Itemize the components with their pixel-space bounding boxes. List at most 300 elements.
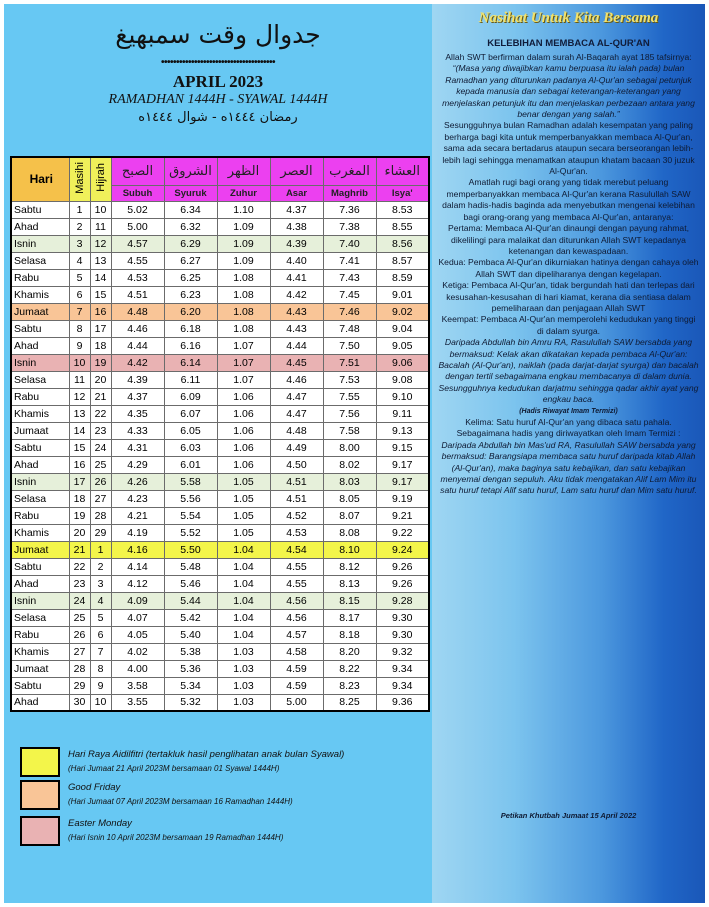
cell-syuruk: 5.48: [164, 558, 217, 575]
cell-subuh: 4.37: [111, 388, 164, 405]
header-syuruk-ar: الشروق: [164, 157, 217, 185]
cell-maghrib: 8.23: [323, 677, 376, 694]
cell-syuruk: 5.50: [164, 541, 217, 558]
cell-masihi: 27: [69, 643, 90, 660]
cell-hijrah: 21: [90, 388, 111, 405]
cell-maghrib: 7.53: [323, 371, 376, 388]
article-paragraph: Kelima: Satu huruf Al-Qur'an yang dibaca satu pahala. Sebagaimana hadis yang diriwayatkan oleh Imam Termizi :: [456, 417, 681, 439]
cell-asar: 4.56: [270, 592, 323, 609]
table-row: [11, 388, 429, 405]
cell-subuh: 4.35: [111, 405, 164, 422]
cell-syuruk: 5.58: [164, 473, 217, 490]
cell-syuruk: 6.20: [164, 303, 217, 320]
cell-isya: 9.06: [376, 354, 429, 371]
table-row: [11, 558, 429, 575]
article-paragraph: Amatlah rugi bagi orang yang tidak merebut peluang memperbanyakkan membaca Al-Qur'an kerana Rasulullah SAW dalam hadis-hadis baginda ada menyebutkan mengenai kelebihan bagi orang-orang yang membaca Al-Qur'an, antaranya:: [442, 177, 695, 222]
cell-subuh: 4.00: [111, 660, 164, 677]
cell-isya: 9.30: [376, 609, 429, 626]
cell-zuhur: 1.03: [217, 660, 270, 677]
cell-isya: 9.32: [376, 643, 429, 660]
cell-isya: 8.55: [376, 218, 429, 235]
cell-day: Jumaat: [11, 422, 69, 439]
cell-isya: 9.36: [376, 694, 429, 711]
cell-asar: 4.43: [270, 320, 323, 337]
table-row: [11, 524, 429, 541]
cell-zuhur: 1.04: [217, 592, 270, 609]
cell-syuruk: 5.56: [164, 490, 217, 507]
cell-isya: 9.34: [376, 677, 429, 694]
cell-zuhur: 1.03: [217, 643, 270, 660]
cell-maghrib: 7.48: [323, 320, 376, 337]
cell-zuhur: 1.04: [217, 541, 270, 558]
legend-swatch-yellow: [20, 747, 60, 777]
cell-zuhur: 1.09: [217, 252, 270, 269]
cell-asar: 4.44: [270, 337, 323, 354]
cell-syuruk: 6.14: [164, 354, 217, 371]
cell-zuhur: 1.05: [217, 507, 270, 524]
cell-syuruk: 6.29: [164, 235, 217, 252]
cell-isya: 9.19: [376, 490, 429, 507]
cell-maghrib: 8.05: [323, 490, 376, 507]
cell-subuh: 3.58: [111, 677, 164, 694]
cell-masihi: 5: [69, 269, 90, 286]
cell-day: Sabtu: [11, 677, 69, 694]
cell-hijrah: 17: [90, 320, 111, 337]
article-paragraph: Kedua: Pembaca Al-Qur'an dikurniakan hatinya dengan cahaya oleh Allah SWT dan dipeliharanya dengan kegelapan.: [438, 257, 699, 279]
cell-zuhur: 1.06: [217, 439, 270, 456]
cell-day: Isnin: [11, 235, 69, 252]
cell-masihi: 26: [69, 626, 90, 643]
table-row: [11, 677, 429, 694]
cell-isya: 9.13: [376, 422, 429, 439]
cell-maghrib: 8.02: [323, 456, 376, 473]
cell-day: Isnin: [11, 473, 69, 490]
cell-maghrib: 7.55: [323, 388, 376, 405]
cell-zuhur: 1.06: [217, 405, 270, 422]
cell-asar: 4.47: [270, 388, 323, 405]
hijri-range-arabic: رمضان ١٤٤٤ه - شوال ١٤٤٤ه: [138, 110, 298, 125]
table-row: [11, 286, 429, 303]
cell-masihi: 3: [69, 235, 90, 252]
cell-hijrah: 1: [90, 541, 111, 558]
cell-asar: 4.49: [270, 439, 323, 456]
table-row: [11, 405, 429, 422]
table-row: [11, 473, 429, 490]
cell-isya: 9.17: [376, 456, 429, 473]
cell-day: Rabu: [11, 626, 69, 643]
cell-masihi: 8: [69, 320, 90, 337]
cell-asar: 4.39: [270, 235, 323, 252]
table-row: [11, 201, 429, 218]
cell-hijrah: 4: [90, 592, 111, 609]
cell-zuhur: 1.06: [217, 456, 270, 473]
cell-hijrah: 20: [90, 371, 111, 388]
cell-isya: 8.53: [376, 201, 429, 218]
cell-zuhur: 1.05: [217, 473, 270, 490]
header-hijrah: Hijrah: [90, 157, 111, 201]
cell-subuh: 4.02: [111, 643, 164, 660]
cell-asar: 4.45: [270, 354, 323, 371]
header-maghrib: Maghrib: [323, 185, 376, 201]
cell-syuruk: 6.32: [164, 218, 217, 235]
table-row: [11, 235, 429, 252]
cell-isya: 9.17: [376, 473, 429, 490]
cell-hijrah: 9: [90, 677, 111, 694]
cell-subuh: 4.16: [111, 541, 164, 558]
cell-masihi: 4: [69, 252, 90, 269]
cell-hijrah: 13: [90, 252, 111, 269]
cell-masihi: 15: [69, 439, 90, 456]
cell-hijrah: 18: [90, 337, 111, 354]
header-subuh-ar: الصبح: [111, 157, 164, 185]
cell-syuruk: 6.18: [164, 320, 217, 337]
cell-asar: 4.58: [270, 643, 323, 660]
cell-day: Ahad: [11, 694, 69, 711]
cell-masihi: 22: [69, 558, 90, 575]
legend-title: Good Friday: [68, 782, 121, 793]
cell-isya: 9.26: [376, 558, 429, 575]
cell-day: Khamis: [11, 286, 69, 303]
hijri-range: RAMADHAN 1444H - SYAWAL 1444H: [108, 92, 328, 107]
cell-maghrib: 8.00: [323, 439, 376, 456]
table-row: [11, 439, 429, 456]
cell-hijrah: 3: [90, 575, 111, 592]
cell-hijrah: 15: [90, 286, 111, 303]
table-row: [11, 371, 429, 388]
cell-day: Khamis: [11, 643, 69, 660]
cell-asar: 4.51: [270, 490, 323, 507]
article-title: KELEBIHAN MEMBACA AL-QUR'AN: [487, 38, 650, 49]
cell-hijrah: 25: [90, 456, 111, 473]
cell-isya: 9.21: [376, 507, 429, 524]
decorative-dots: ••••••••••••••••••••••••••••••••••••••: [160, 57, 276, 68]
cell-subuh: 4.31: [111, 439, 164, 456]
cell-subuh: 4.53: [111, 269, 164, 286]
cell-syuruk: 6.16: [164, 337, 217, 354]
cell-syuruk: 6.05: [164, 422, 217, 439]
cell-asar: 4.37: [270, 201, 323, 218]
cell-hijrah: 28: [90, 507, 111, 524]
cell-isya: 9.22: [376, 524, 429, 541]
cell-isya: 9.15: [376, 439, 429, 456]
cell-hijrah: 23: [90, 422, 111, 439]
cell-day: Jumaat: [11, 541, 69, 558]
cell-isya: 9.30: [376, 626, 429, 643]
cell-maghrib: 8.10: [323, 541, 376, 558]
cell-subuh: 4.42: [111, 354, 164, 371]
cell-isya: 9.08: [376, 371, 429, 388]
cell-zuhur: 1.05: [217, 490, 270, 507]
cell-syuruk: 5.42: [164, 609, 217, 626]
cell-subuh: 4.33: [111, 422, 164, 439]
cell-subuh: 4.44: [111, 337, 164, 354]
cell-subuh: 4.23: [111, 490, 164, 507]
cell-hijrah: 24: [90, 439, 111, 456]
cell-masihi: 29: [69, 677, 90, 694]
cell-day: Khamis: [11, 524, 69, 541]
article-panel: [432, 4, 705, 903]
cell-maghrib: 8.13: [323, 575, 376, 592]
cell-subuh: 4.09: [111, 592, 164, 609]
cell-hijrah: 10: [90, 694, 111, 711]
cell-zuhur: 1.07: [217, 337, 270, 354]
article-hadith: Daripada Abdullah bin Amru RA, Rasulullah SAW bersabda yang bermaksud: Kelak akan dikatakan kepada pembaca Al-Qur'an: Bacalah (Al-Qur'an), naiklah (pada darjat-darjat syurga) dan bacalah dengan tertil sebagaimana engkau membacanya di dalam dunia. Sesungguhnya kedudukan darjatmu sehingga qadar akhir ayat yang engkau baca.: [438, 337, 699, 405]
cell-maghrib: 8.12: [323, 558, 376, 575]
cell-syuruk: 6.07: [164, 405, 217, 422]
cell-maghrib: 8.08: [323, 524, 376, 541]
cell-subuh: 5.02: [111, 201, 164, 218]
cell-zuhur: 1.04: [217, 575, 270, 592]
cell-syuruk: 6.34: [164, 201, 217, 218]
cell-zuhur: 1.08: [217, 303, 270, 320]
cell-hijrah: 29: [90, 524, 111, 541]
cell-maghrib: 8.17: [323, 609, 376, 626]
cell-syuruk: 6.25: [164, 269, 217, 286]
article-paragraph: Keempat: Pembaca Al-Qur'an memperolehi kedudukan yang tinggi di dalam syurga.: [441, 314, 696, 336]
arabic-title: جدوال وقت سمبهيغ: [115, 20, 321, 49]
cell-syuruk: 5.36: [164, 660, 217, 677]
article-banner: Nasihat Untuk Kita Bersama: [478, 10, 659, 26]
cell-subuh: 4.29: [111, 456, 164, 473]
cell-syuruk: 5.40: [164, 626, 217, 643]
table-row: [11, 252, 429, 269]
cell-isya: 9.26: [376, 575, 429, 592]
header-isya-ar: العشاء: [376, 157, 429, 185]
cell-day: Ahad: [11, 575, 69, 592]
cell-zuhur: 1.07: [217, 354, 270, 371]
cell-masihi: 9: [69, 337, 90, 354]
cell-maghrib: 7.56: [323, 405, 376, 422]
cell-asar: 4.53: [270, 524, 323, 541]
cell-subuh: 4.39: [111, 371, 164, 388]
table-row: [11, 643, 429, 660]
cell-asar: 4.48: [270, 422, 323, 439]
cell-asar: 4.46: [270, 371, 323, 388]
header-zuhur: Zuhur: [217, 185, 270, 201]
cell-day: Sabtu: [11, 320, 69, 337]
article-quote: “(Masa yang diwajibkan kamu berpuasa itu ialah pada) bulan Ramadhan yang diturunkan padanya Al-Qur'an sebagai petunjuk kepada manusia dan sebagai keterangan-keterangan yang menjelaskan petunjuk itu dan menjelaskan perbezaan antara yang benar dengan yang salah.”: [442, 63, 695, 120]
cell-maghrib: 7.45: [323, 286, 376, 303]
cell-zuhur: 1.04: [217, 626, 270, 643]
table-row: [11, 626, 429, 643]
article-paragraph: Allah SWT berfirman dalam surah Al-Baqarah ayat 185 tafsirnya:: [445, 52, 692, 62]
timetable-panel: [4, 4, 432, 903]
cell-hijrah: 27: [90, 490, 111, 507]
header-subuh: Subuh: [111, 185, 164, 201]
cell-masihi: 6: [69, 286, 90, 303]
cell-isya: 9.10: [376, 388, 429, 405]
cell-subuh: 3.55: [111, 694, 164, 711]
table-row: [11, 354, 429, 371]
cell-maghrib: 8.07: [323, 507, 376, 524]
cell-zuhur: 1.09: [217, 235, 270, 252]
cell-syuruk: 5.44: [164, 592, 217, 609]
cell-zuhur: 1.04: [217, 609, 270, 626]
cell-isya: 9.04: [376, 320, 429, 337]
legend-subtitle: (Hari Isnin 10 April 2023M bersamaan 19 Ramadhan 1444H): [68, 833, 284, 842]
cell-hijrah: 5: [90, 609, 111, 626]
header-masihi: Masihi: [69, 157, 90, 201]
cell-maghrib: 7.51: [323, 354, 376, 371]
cell-maghrib: 7.58: [323, 422, 376, 439]
cell-asar: 4.41: [270, 269, 323, 286]
cell-maghrib: 7.43: [323, 269, 376, 286]
cell-maghrib: 8.18: [323, 626, 376, 643]
cell-subuh: 4.19: [111, 524, 164, 541]
cell-masihi: 17: [69, 473, 90, 490]
cell-zuhur: 1.10: [217, 201, 270, 218]
month-title: APRIL 2023: [172, 72, 264, 91]
cell-maghrib: 8.25: [323, 694, 376, 711]
cell-hijrah: 8: [90, 660, 111, 677]
cell-zuhur: 1.06: [217, 388, 270, 405]
cell-zuhur: 1.04: [217, 558, 270, 575]
cell-day: Rabu: [11, 269, 69, 286]
cell-subuh: 4.12: [111, 575, 164, 592]
table-row: [11, 269, 429, 286]
cell-syuruk: 6.03: [164, 439, 217, 456]
cell-hijrah: 2: [90, 558, 111, 575]
cell-subuh: 4.21: [111, 507, 164, 524]
cell-isya: 9.02: [376, 303, 429, 320]
cell-masihi: 20: [69, 524, 90, 541]
cell-day: Khamis: [11, 405, 69, 422]
table-row: [11, 507, 429, 524]
cell-day: Rabu: [11, 507, 69, 524]
cell-syuruk: 5.52: [164, 524, 217, 541]
legend-title: Easter Monday: [68, 818, 132, 829]
cell-syuruk: 5.54: [164, 507, 217, 524]
header-asar-ar: العصر: [270, 157, 323, 185]
legend-swatch-orange: [20, 780, 60, 810]
cell-maghrib: 7.40: [323, 235, 376, 252]
cell-subuh: 4.48: [111, 303, 164, 320]
cell-maghrib: 8.22: [323, 660, 376, 677]
prayer-times-table: [10, 156, 430, 712]
article-body: [438, 52, 699, 497]
cell-masihi: 19: [69, 507, 90, 524]
cell-hijrah: 11: [90, 218, 111, 235]
cell-maghrib: 7.38: [323, 218, 376, 235]
article-source: Petikan Khutbah Jumaat 15 April 2022: [500, 811, 637, 820]
cell-asar: 4.55: [270, 558, 323, 575]
cell-isya: 9.28: [376, 592, 429, 609]
cell-asar: 5.00: [270, 694, 323, 711]
cell-maghrib: 7.41: [323, 252, 376, 269]
cell-masihi: 28: [69, 660, 90, 677]
cell-asar: 4.51: [270, 473, 323, 490]
cell-masihi: 7: [69, 303, 90, 320]
cell-maghrib: 7.50: [323, 337, 376, 354]
header-syuruk: Syuruk: [164, 185, 217, 201]
cell-syuruk: 5.32: [164, 694, 217, 711]
cell-maghrib: 8.03: [323, 473, 376, 490]
cell-day: Selasa: [11, 371, 69, 388]
cell-day: Isnin: [11, 592, 69, 609]
cell-masihi: 23: [69, 575, 90, 592]
cell-day: Rabu: [11, 388, 69, 405]
cell-masihi: 21: [69, 541, 90, 558]
cell-zuhur: 1.08: [217, 269, 270, 286]
cell-hijrah: 10: [90, 201, 111, 218]
cell-asar: 4.42: [270, 286, 323, 303]
cell-asar: 4.47: [270, 405, 323, 422]
cell-day: Ahad: [11, 218, 69, 235]
cell-subuh: 4.55: [111, 252, 164, 269]
cell-masihi: 1: [69, 201, 90, 218]
cell-zuhur: 1.05: [217, 524, 270, 541]
article-paragraph: Sesungguhnya bulan Ramadhan adalah kesempatan yang paling berharga bagi kita untuk memperbanyakkan membaca Al-Qur'an, sama ada secara bertadarus ataupun secara berseorangan lebih-lebih lagi sehingga menamatkan ataupun khatam bacaan 30 juzuk Al-Qur'an.: [442, 120, 695, 177]
table-row: [11, 609, 429, 626]
cell-asar: 4.50: [270, 456, 323, 473]
table-row: [11, 575, 429, 592]
cell-masihi: 25: [69, 609, 90, 626]
cell-day: Isnin: [11, 354, 69, 371]
cell-hijrah: 14: [90, 269, 111, 286]
header-hari: Hari: [11, 157, 69, 201]
cell-subuh: 4.46: [111, 320, 164, 337]
cell-syuruk: 6.27: [164, 252, 217, 269]
cell-masihi: 24: [69, 592, 90, 609]
article-paragraph: Pertama: Membaca Al-Qur'an dinaungi dengan payung rahmat, dikelilingi para malaikat dan diturunkan Allah SWT kepadanya ketenangan dan kewaspadaan.: [448, 223, 689, 256]
cell-isya: 8.56: [376, 235, 429, 252]
cell-asar: 4.43: [270, 303, 323, 320]
cell-asar: 4.54: [270, 541, 323, 558]
table-row: [11, 660, 429, 677]
cell-subuh: 4.05: [111, 626, 164, 643]
cell-day: Ahad: [11, 456, 69, 473]
header-isya: Isya': [376, 185, 429, 201]
cell-asar: 4.38: [270, 218, 323, 235]
cell-asar: 4.55: [270, 575, 323, 592]
cell-syuruk: 5.34: [164, 677, 217, 694]
cell-day: Jumaat: [11, 660, 69, 677]
cell-asar: 4.57: [270, 626, 323, 643]
cell-isya: 9.24: [376, 541, 429, 558]
table-row: [11, 337, 429, 354]
cell-asar: 4.40: [270, 252, 323, 269]
cell-day: Sabtu: [11, 201, 69, 218]
article-paragraph: Ketiga: Pembaca Al-Qur'an, tidak bergundah hati dan terlepas dari kesusahan-kesusahan di hari kiamat, kerana dia sentiasa dalam pemeliharaan dan penjagaan Allah SWT: [442, 280, 695, 313]
cell-syuruk: 5.38: [164, 643, 217, 660]
cell-maghrib: 7.46: [323, 303, 376, 320]
cell-zuhur: 1.03: [217, 677, 270, 694]
cell-masihi: 30: [69, 694, 90, 711]
cell-zuhur: 1.06: [217, 422, 270, 439]
cell-syuruk: 5.46: [164, 575, 217, 592]
cell-masihi: 10: [69, 354, 90, 371]
article-hadith: Daripada Abdullah bin Mas'ud RA, Rasulullah SAW bersabda yang bermaksud: Barangsiapa membaca satu huruf daripada kitab Allah (Al-Qur'an), maka baginya satu kebajikan, dan satu kebajikan menyemai dengan sepuluh. Aku tidak mengatakan Alif Lam Mim itu satu huruf tetapi Alif satu huruf, Lam satu huruf dan Mim satu huruf.: [440, 439, 697, 496]
cell-masihi: 12: [69, 388, 90, 405]
cell-day: Selasa: [11, 609, 69, 626]
header-maghrib-ar: المغرب: [323, 157, 376, 185]
cell-masihi: 2: [69, 218, 90, 235]
cell-zuhur: 1.08: [217, 286, 270, 303]
cell-syuruk: 6.11: [164, 371, 217, 388]
cell-asar: 4.59: [270, 660, 323, 677]
cell-day: Sabtu: [11, 439, 69, 456]
cell-subuh: 4.07: [111, 609, 164, 626]
cell-isya: 9.11: [376, 405, 429, 422]
cell-hijrah: 7: [90, 643, 111, 660]
cell-hijrah: 6: [90, 626, 111, 643]
table-row: [11, 694, 429, 711]
table-row: [11, 456, 429, 473]
cell-isya: 9.01: [376, 286, 429, 303]
cell-syuruk: 6.01: [164, 456, 217, 473]
cell-syuruk: 6.23: [164, 286, 217, 303]
cell-zuhur: 1.07: [217, 371, 270, 388]
